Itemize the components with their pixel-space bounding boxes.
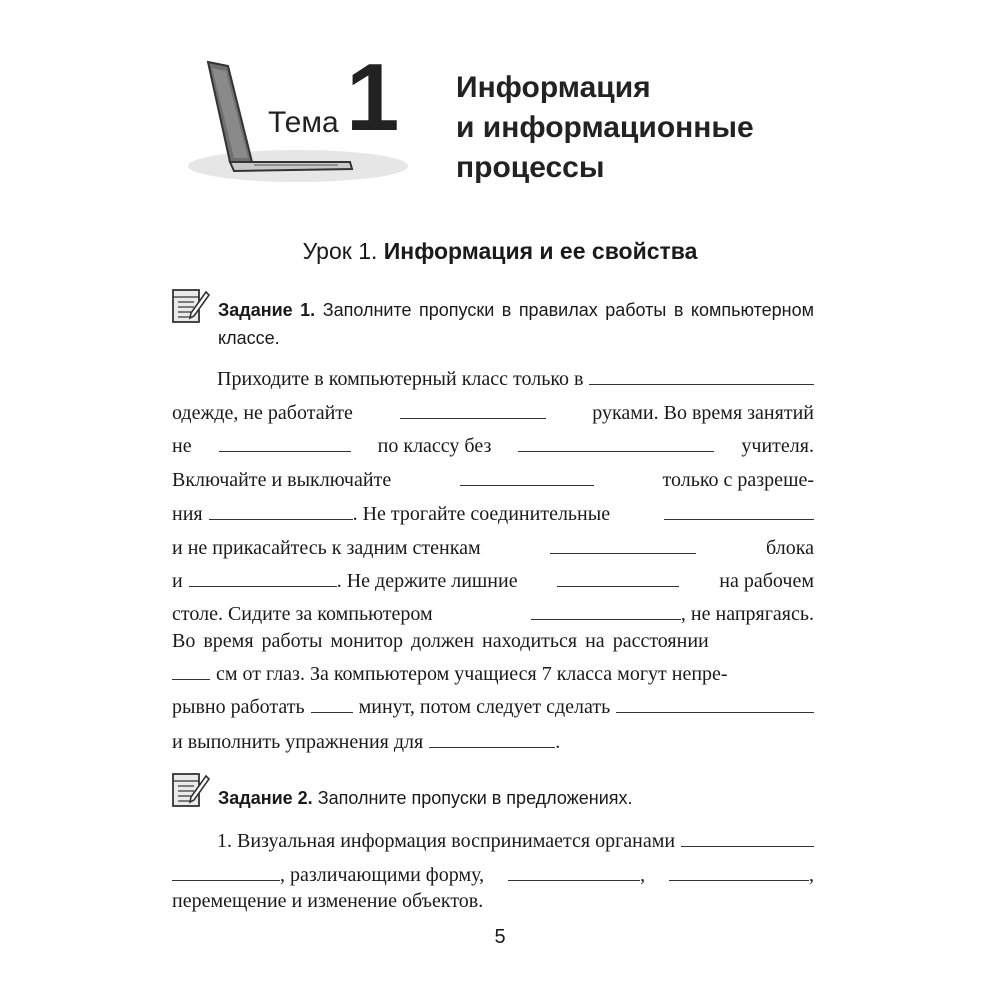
line-text: Включайте и выключайте: [172, 469, 392, 491]
blank-field[interactable]: [400, 400, 546, 419]
line-text: не: [172, 435, 192, 457]
text-line: [172, 601, 814, 627]
line-text: ,: [640, 864, 646, 886]
text-line: [217, 828, 814, 854]
blank-field[interactable]: [209, 501, 353, 520]
line-text: блока: [766, 537, 814, 559]
line-text: только с разреше-: [662, 469, 814, 491]
blank-field[interactable]: [460, 467, 594, 486]
lesson-title: Информация и ее свойства: [383, 238, 698, 264]
text-line: [172, 661, 814, 687]
lesson-heading: [0, 238, 1000, 265]
text-line: [172, 862, 814, 888]
blank-field[interactable]: [189, 568, 337, 587]
line-text: учителя.: [741, 435, 814, 457]
topic-number: 1: [346, 44, 400, 151]
blank-field[interactable]: [550, 535, 696, 554]
line-text: руками. Во время занятий: [592, 402, 814, 424]
line-text: , различающими форму,: [280, 864, 485, 886]
topic-title-line: Информация: [456, 71, 651, 104]
page-number: 5: [494, 926, 506, 948]
blank-field[interactable]: [311, 694, 353, 713]
line-text: одежде, не работайте: [172, 402, 353, 424]
task2-heading: [218, 784, 814, 812]
blank-field[interactable]: [531, 601, 681, 620]
line-text: см от глаз. За компьютером учащиеся 7 класса могут непре-: [216, 663, 728, 685]
line-text: . Не держите лишние: [336, 570, 518, 592]
text-line: [172, 729, 814, 755]
line-text: и не прикасайтесь к задним стенкам: [172, 537, 481, 559]
topic-title-line: и информационные: [456, 111, 754, 144]
text-line: [172, 568, 814, 594]
task1-label: Задание 1.: [218, 300, 316, 320]
blank-field[interactable]: [219, 433, 351, 452]
topic-title-line: процессы: [456, 151, 605, 184]
line-text: Во время работы монитор должен находиться на расстоянии: [172, 630, 709, 652]
lesson-prefix: Урок 1.: [302, 238, 378, 264]
line-text: рывно работать: [172, 696, 305, 718]
text-line: [172, 400, 814, 426]
line-text: столе. Сидите за компьютером: [172, 603, 433, 625]
line-text: по классу без: [377, 435, 492, 457]
text-line: [172, 467, 814, 493]
blank-field[interactable]: [589, 366, 814, 385]
line-text: ,: [809, 864, 814, 886]
text-line: [172, 628, 814, 654]
text-line: [172, 501, 814, 527]
line-text: перемещение и изменение объектов.: [172, 890, 484, 912]
task2-instruction: Заполните пропуски в предложениях.: [317, 788, 633, 808]
topic-title: [456, 68, 836, 188]
blank-field[interactable]: [508, 862, 640, 881]
blank-field[interactable]: [429, 729, 555, 748]
line-text: . Не трогайте соединительные: [352, 503, 611, 525]
line-text: .: [555, 731, 561, 753]
notebook-pencil-icon: [170, 770, 210, 810]
line-text: минут, потом следует сделать: [358, 696, 611, 718]
line-text: Приходите в компьютерный класс только в: [217, 368, 584, 390]
text-line: [172, 888, 814, 914]
line-text: и: [172, 570, 183, 592]
blank-field[interactable]: [172, 862, 280, 881]
blank-field[interactable]: [664, 501, 814, 520]
blank-field[interactable]: [518, 433, 714, 452]
topic-word: Тема: [268, 106, 339, 139]
line-text: на рабочем: [719, 570, 814, 592]
blank-field[interactable]: [681, 828, 814, 847]
blank-field[interactable]: [669, 862, 809, 881]
text-line: [172, 433, 814, 459]
blank-field[interactable]: [616, 694, 814, 713]
line-text: 1. Визуальная информация воспринимается органами: [217, 830, 676, 852]
task1-instruction: Заполните пропуски в правилах работы в компьютерном классе.: [218, 300, 814, 348]
notebook-pencil-icon: [170, 286, 210, 326]
task1-heading: [218, 296, 814, 352]
blank-field[interactable]: [557, 568, 679, 587]
line-text: ния: [172, 503, 203, 525]
line-text: и выполнить упражнения для: [172, 731, 424, 753]
blank-field[interactable]: [172, 661, 210, 680]
task2-label: Задание 2.: [218, 788, 313, 808]
text-line: [172, 694, 814, 720]
text-line: [172, 535, 814, 561]
line-text: , не напрягаясь.: [680, 603, 814, 625]
text-line: [217, 366, 814, 392]
